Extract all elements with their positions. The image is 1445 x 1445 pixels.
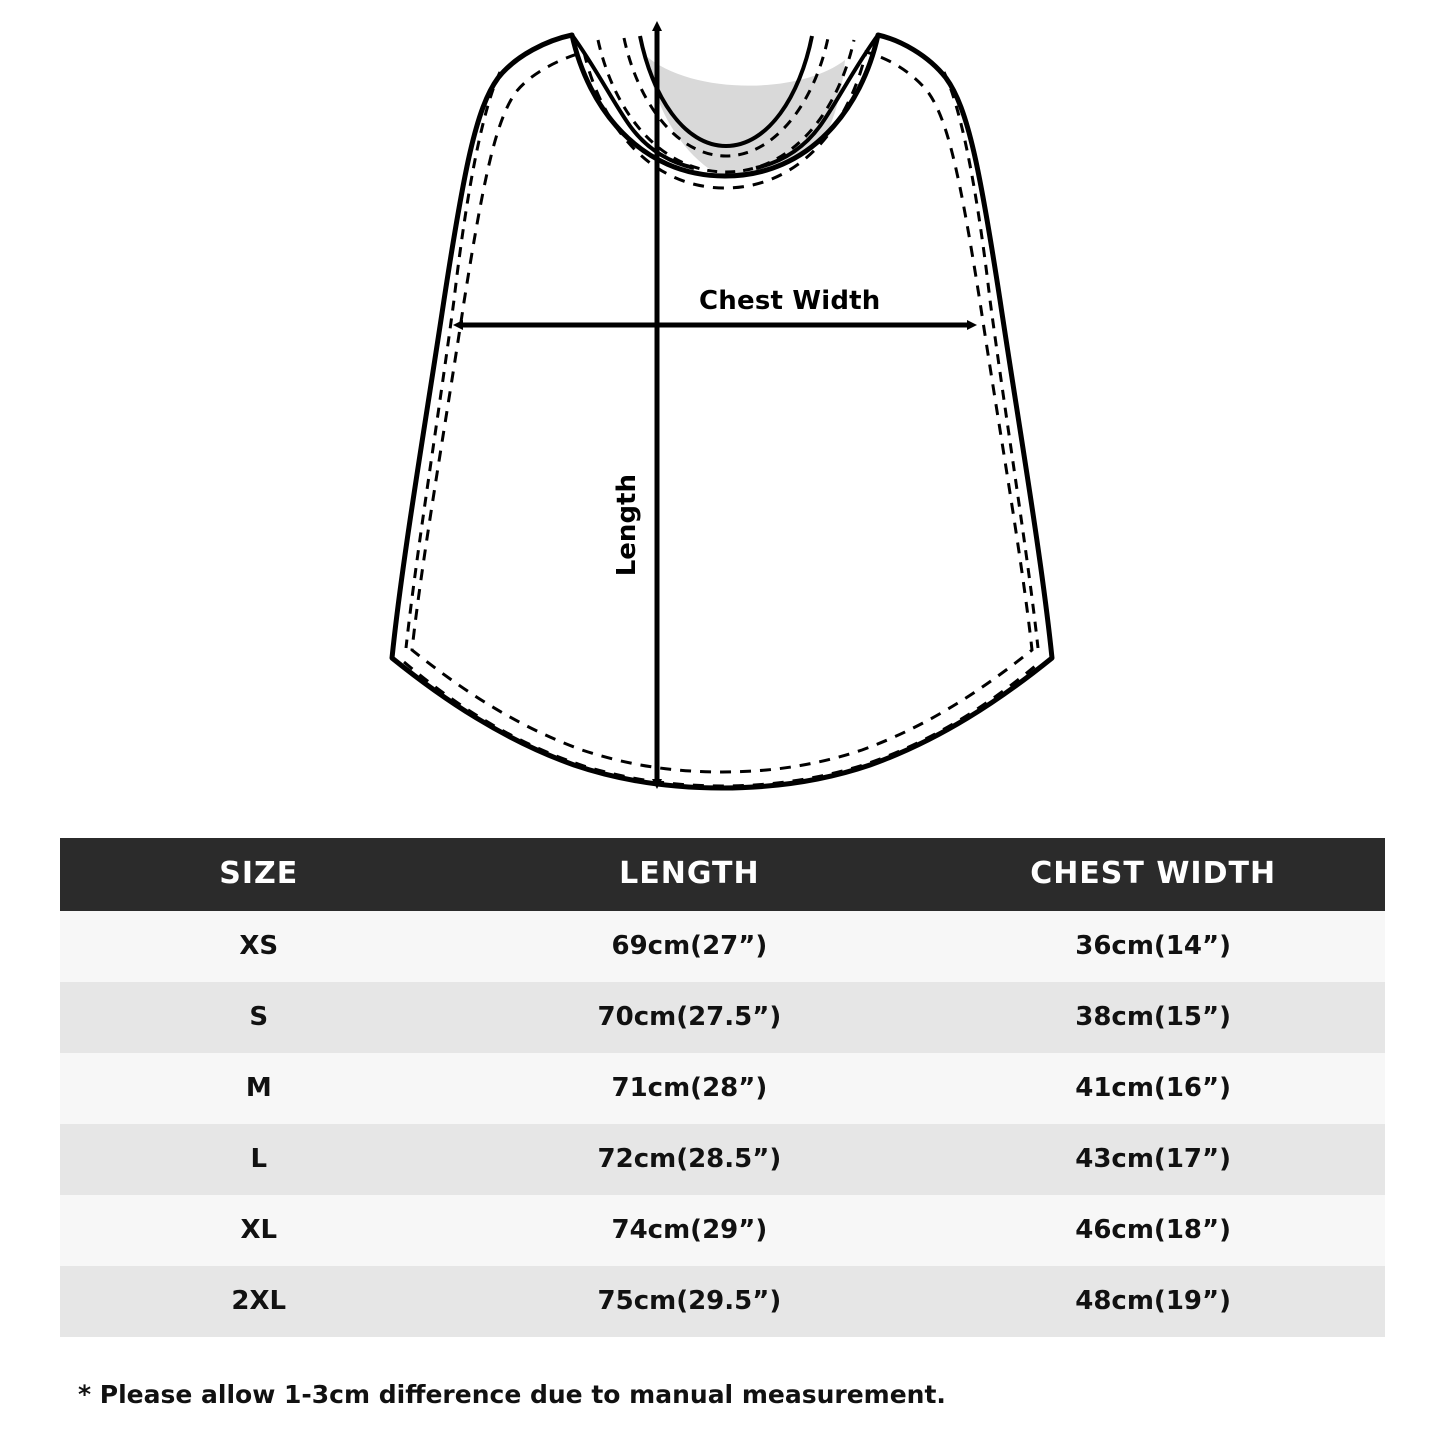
table-row — [60, 1124, 1385, 1195]
cell-chest: 38cm(15”) — [921, 982, 1385, 1053]
cell-chest: 41cm(16”) — [921, 1053, 1385, 1124]
cell-chest: 46cm(18”) — [921, 1195, 1385, 1266]
cell-length: 70cm(27.5”) — [458, 982, 922, 1053]
cell-chest: 36cm(14”) — [921, 911, 1385, 982]
size-table-body — [60, 911, 1385, 1337]
header-length: LENGTH — [458, 838, 922, 911]
cell-chest: 48cm(19”) — [921, 1266, 1385, 1337]
table-header-row — [60, 838, 1385, 911]
header-chest-width: CHEST WIDTH — [921, 838, 1385, 911]
table-row — [60, 1266, 1385, 1337]
cell-length: 71cm(28”) — [458, 1053, 922, 1124]
cell-size: XS — [60, 911, 458, 982]
cell-length: 75cm(29.5”) — [458, 1266, 922, 1337]
cell-size: XL — [60, 1195, 458, 1266]
cell-length: 69cm(27”) — [458, 911, 922, 982]
measurement-footnote: * Please allow 1-3cm difference due to manual measurement. — [78, 1380, 946, 1409]
cell-size: L — [60, 1124, 458, 1195]
size-table — [60, 838, 1385, 1337]
size-table-wrapper — [60, 838, 1385, 1337]
table-row — [60, 982, 1385, 1053]
chest-width-label: Chest Width — [693, 286, 887, 316]
length-label: Length — [612, 468, 642, 582]
table-row — [60, 911, 1385, 982]
table-row — [60, 1195, 1385, 1266]
cell-chest: 43cm(17”) — [921, 1124, 1385, 1195]
header-size: SIZE — [60, 838, 458, 911]
size-table-head — [60, 838, 1385, 911]
cell-size: 2XL — [60, 1266, 458, 1337]
cell-size: S — [60, 982, 458, 1053]
cell-size: M — [60, 1053, 458, 1124]
table-row — [60, 1053, 1385, 1124]
cell-length: 72cm(28.5”) — [458, 1124, 922, 1195]
cell-length: 74cm(29”) — [458, 1195, 922, 1266]
